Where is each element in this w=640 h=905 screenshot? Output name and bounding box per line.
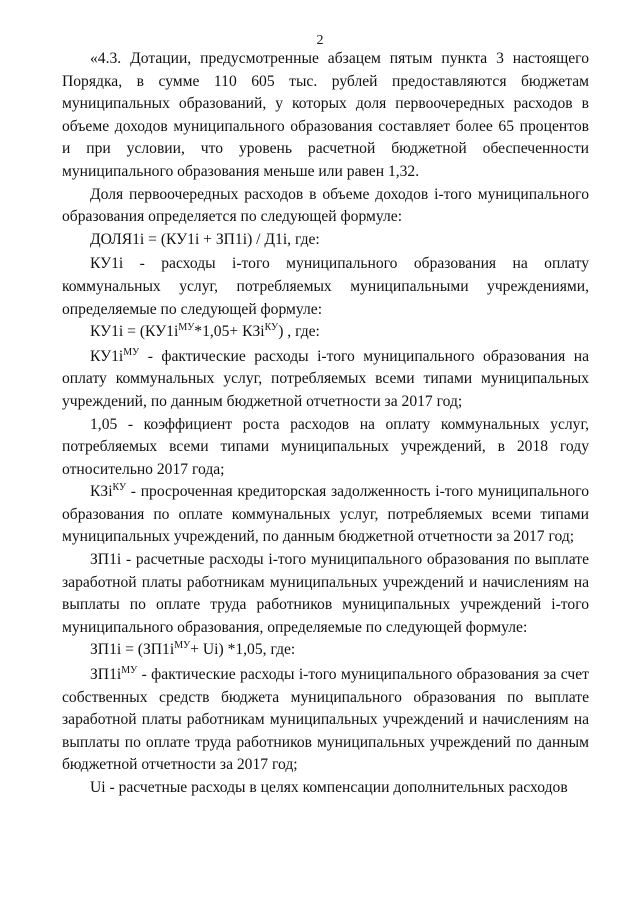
document-body bbox=[62, 48, 589, 800]
formula-ku: $КУ1i = (КУ1i^{МУ}*1,05+ КЗi^{КУ})$ , где: bbox=[90, 322, 320, 341]
paragraph-4-3: «4.3. Дотации, предусмотренные абзацем пятым пункта 3 настоящего Порядка, в сумме 110 605 тыс. рублей предоставляются бюджетам муниципальных образований, у которых доля первоочередных расходов в объеме доходов муниципального образования составляет более 65 процентов и при условии, что уровень расчетной бюджетной обеспеченности муниципального образования меньше или равен 1,32. bbox=[62, 50, 589, 180]
paragraph-coefficient: 1,05 - коэффициент роста расходов на оплату коммунальных услуг, потребляемых всеми типами муниципальных учреждений, в 2018 году относительно 2017 года; bbox=[62, 415, 589, 478]
paragraph-zp-mu: $ЗП1i^{МУ}$ - фактические расходы i-того муниципального образования за счет собственных средств бюджета муниципального образования по выплате заработной платы работникам муниципальных учреждений и начислениям на выплаты по оплате труда работников муниципальных учреждений по данным бюджетной отчетности за 2017 год; bbox=[62, 665, 589, 774]
paragraph-kz: КЗi$^{КУ}$ - просроченная кредиторская задолженность i-того муниципального образования по оплате коммунальных услуг, потребляемых всеми типами муниципальных учреждений, по данным бюджетной отчетности за 2017 год; bbox=[62, 482, 589, 546]
paragraph-ui: Ui - расчетные расходы в целях компенсации дополнительных расходов bbox=[90, 779, 568, 796]
formula-dolya: ДОЛЯ1i = (КУ1i + ЗП1i) / Д1i, где: bbox=[90, 230, 320, 248]
paragraph-ku-definition: КУ1i - расходы i-того муниципального образования на оплату коммунальных услуг, потребляемых муниципальными учреждениями, определяемые по следующей формуле: bbox=[62, 255, 589, 318]
formula-zp: $ЗП1i = (ЗП1i^{МУ}+ Ui)$ *1,05, где: bbox=[90, 640, 296, 659]
paragraph-ku-mu: $КУ1i^{МУ}$ - фактические расходы i-того муниципального образования на оплату коммунальных услуг, потребляемых всеми типами муниципальных учреждений, по данным бюджетной отчетности за 2017 год; bbox=[62, 346, 589, 410]
paragraph-zp-definition: ЗП1i - расчетные расходы i-того муниципального образования по выплате заработной платы работникам муниципальных учреждений и начислениям на выплаты по оплате труда работников муниципальных учреждений i-того муниципального образования, определяемые по следующей формуле: bbox=[62, 551, 589, 636]
page-number: 2 bbox=[316, 33, 324, 48]
paragraph-share-definition: Доля первоочередных расходов в объеме доходов i-того муниципального образования определяется по следующей формуле: bbox=[62, 185, 589, 226]
